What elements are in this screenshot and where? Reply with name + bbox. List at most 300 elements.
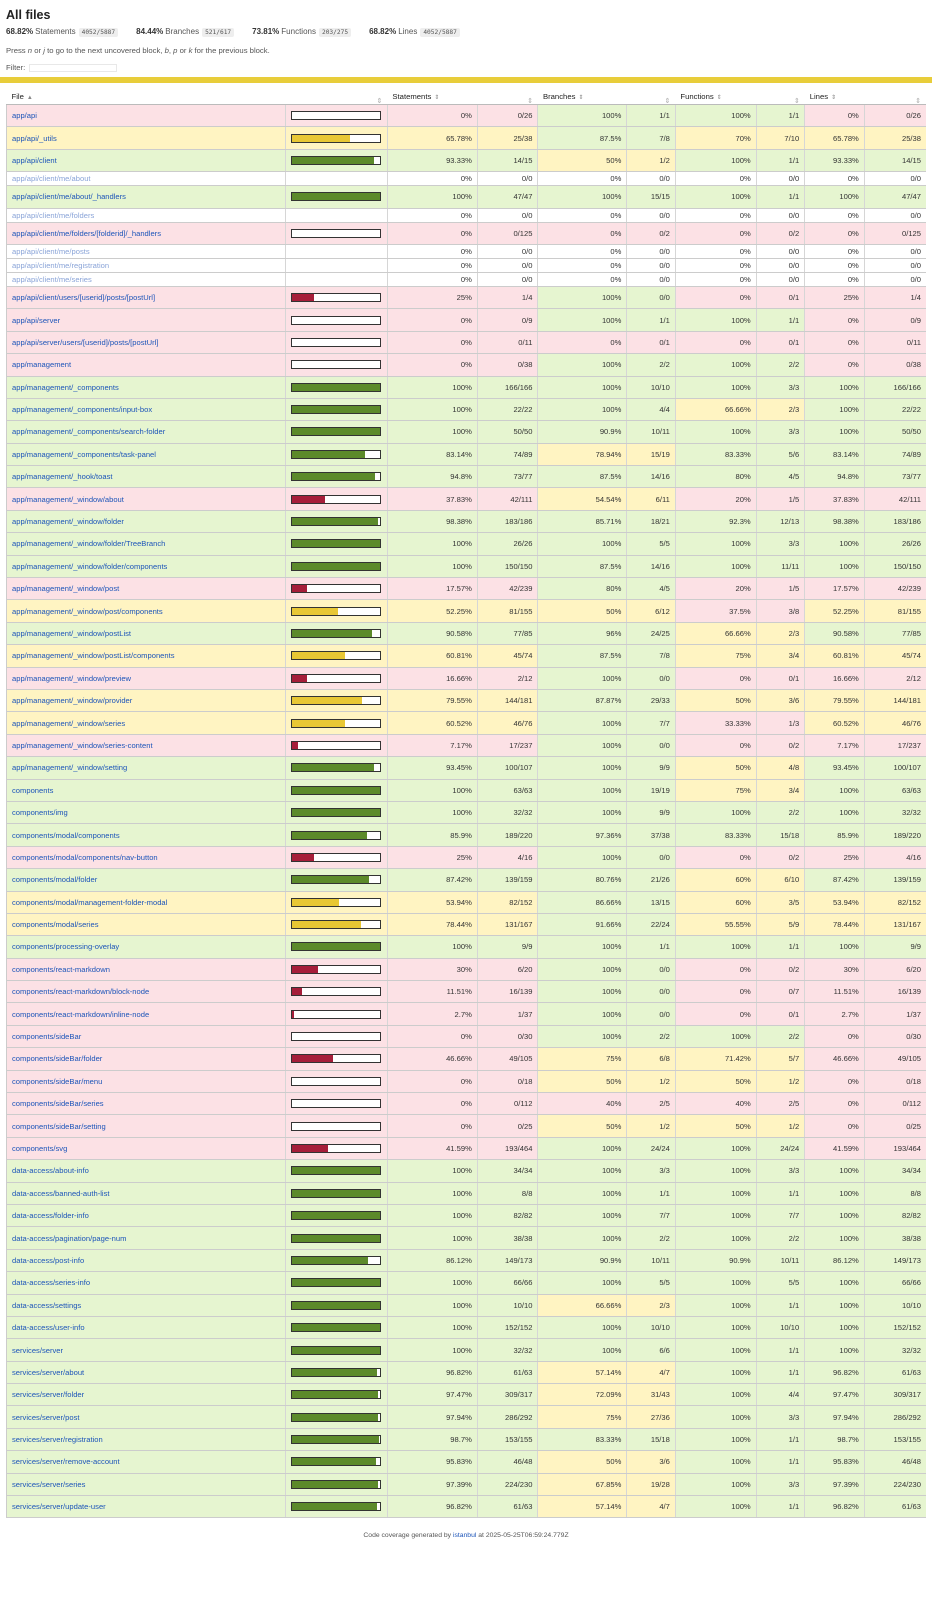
table-row (7, 891, 927, 913)
functions-pct: 100% (675, 1025, 756, 1047)
statements-pct: 65.78% (387, 127, 477, 149)
branches-pct: 100% (538, 936, 627, 958)
functions-pct: 0% (675, 208, 756, 222)
file-link[interactable]: app/management/_window/folder (12, 517, 124, 527)
branches-pct: 50% (538, 149, 627, 171)
statements-frac: 189/220 (477, 824, 538, 846)
functions-frac: 5/5 (756, 1272, 805, 1294)
functions-frac: 5/9 (756, 913, 805, 935)
file-link[interactable]: app/api (12, 111, 37, 121)
functions-frac: 0/0 (756, 208, 805, 222)
sort-lines-header[interactable] (805, 89, 865, 105)
lines-pct: 100% (805, 936, 865, 958)
coverage-bar-fill (292, 135, 350, 142)
statements-pct: 41.59% (387, 1137, 477, 1159)
functions-frac: 0/0 (756, 272, 805, 286)
functions-pct: 100% (675, 801, 756, 823)
file-link[interactable]: app/api/client/me/posts (12, 246, 90, 256)
footer-text: Code coverage generated by (363, 1532, 452, 1540)
coverage-bar-fill (292, 451, 365, 458)
sort-lines-raw-header[interactable] (864, 89, 926, 105)
coverage-bar (291, 1122, 381, 1131)
coverage-bar-fill (292, 720, 345, 727)
statements-pct: 100% (387, 1227, 477, 1249)
statements-pct: 0% (387, 331, 477, 353)
file-link[interactable]: components/modal/folder (12, 875, 98, 885)
help-key-b: b (164, 46, 169, 55)
sort-branches-header[interactable] (538, 89, 627, 105)
file-link[interactable]: app/api/client/me/folders/[folderid]/_handlers (12, 228, 162, 238)
statements-frac: 100/107 (477, 757, 538, 779)
file-link[interactable]: data-access/pagination/page-num (12, 1233, 127, 1243)
sort-statements-raw-header[interactable] (477, 89, 538, 105)
file-link[interactable]: app/management/_window/about (12, 494, 124, 504)
functions-pct: 20% (675, 578, 756, 600)
file-cell (7, 1406, 286, 1428)
branches-frac: 6/6 (627, 1339, 676, 1361)
file-link[interactable]: app/management/_window/folder/TreeBranch (12, 539, 166, 549)
statements-frac: 0/9 (477, 309, 538, 331)
functions-frac: 2/3 (756, 622, 805, 644)
branches-pct: 57.14% (538, 1361, 627, 1383)
summary-label: Lines (398, 27, 418, 36)
file-link[interactable]: data-access/settings (12, 1300, 82, 1310)
file-link[interactable]: app/management/_window/folder/components (12, 561, 168, 571)
lines-pct: 100% (805, 1182, 865, 1204)
file-link[interactable]: app/management/_window/post (12, 584, 120, 594)
page-title: All files (6, 8, 51, 22)
functions-frac: 7/10 (756, 127, 805, 149)
summary-item (252, 27, 351, 36)
file-link[interactable]: app/api/server/users/[userid]/posts/[postUrl] (12, 337, 159, 347)
lines-frac: 61/63 (864, 1361, 926, 1383)
file-cell (7, 398, 286, 420)
branches-pct: 100% (538, 712, 627, 734)
functions-frac: 0/2 (756, 734, 805, 756)
branches-pct: 85.71% (538, 510, 627, 532)
functions-pct: 0% (675, 667, 756, 689)
lines-pct: 96.82% (805, 1361, 865, 1383)
file-link[interactable]: services/server/update-user (12, 1502, 106, 1512)
coverage-bar-fill (292, 1279, 380, 1286)
table-row (7, 1137, 927, 1159)
sort-functions-header[interactable] (675, 89, 756, 105)
functions-pct: 100% (675, 1160, 756, 1182)
istanbul-link[interactable]: istanbul (452, 1532, 477, 1540)
file-link[interactable]: app/api/client/me/about/_handlers (12, 192, 126, 202)
statements-pct: 100% (387, 1272, 477, 1294)
file-cell (7, 801, 286, 823)
coverage-bar-fill (292, 1167, 380, 1174)
file-link[interactable]: components/sideBar/series (12, 1099, 104, 1109)
table-row (7, 421, 927, 443)
statements-pct: 0% (387, 272, 477, 286)
file-link[interactable]: components/img (12, 808, 68, 818)
statements-pct: 98.38% (387, 510, 477, 532)
lines-frac: 6/20 (864, 958, 926, 980)
lines-pct: 25% (805, 846, 865, 868)
file-link[interactable]: components/processing-overlay (12, 942, 120, 952)
filter-input[interactable] (29, 64, 117, 72)
file-link[interactable]: components/react-markdown/inline-node (12, 1009, 150, 1019)
statements-frac: 74/89 (477, 443, 538, 465)
file-link[interactable]: app/management/_window/post/components (12, 606, 163, 616)
coverage-bar (291, 741, 381, 750)
functions-pct: 0% (675, 272, 756, 286)
file-link[interactable]: app/api/client/me/about (12, 174, 91, 184)
summary-item (369, 27, 460, 36)
lines-pct: 11.51% (805, 981, 865, 1003)
file-cell (7, 105, 286, 127)
lines-frac: 63/63 (864, 779, 926, 801)
coverage-bar-cell (285, 1093, 387, 1115)
statements-pct: 94.8% (387, 466, 477, 488)
statements-frac: 73/77 (477, 466, 538, 488)
functions-frac: 0/2 (756, 222, 805, 244)
status-line (0, 77, 932, 83)
statements-frac: 14/15 (477, 149, 538, 171)
coverage-bar-cell (285, 354, 387, 376)
lines-frac: 150/150 (864, 555, 926, 577)
summary-frac: 4052/5887 (79, 28, 119, 37)
statements-pct: 100% (387, 398, 477, 420)
statements-pct: 83.14% (387, 443, 477, 465)
file-link[interactable]: app/management/_window/postList (12, 629, 132, 638)
branches-frac: 1/1 (627, 936, 676, 958)
file-link[interactable]: components/svg (12, 1143, 68, 1153)
statements-pct: 0% (387, 1025, 477, 1047)
sort-asc-icon: ▲ (26, 95, 33, 101)
statements-pct: 98.7% (387, 1428, 477, 1450)
file-link[interactable]: services/server/series (12, 1479, 86, 1489)
table-row (7, 1025, 927, 1047)
lines-pct: 0% (805, 1025, 865, 1047)
lines-pct: 96.82% (805, 1496, 865, 1518)
functions-pct: 0% (675, 846, 756, 868)
branches-frac: 22/24 (627, 913, 676, 935)
file-cell (7, 1003, 286, 1025)
file-cell (7, 555, 286, 577)
file-cell (7, 667, 286, 689)
branches-frac: 0/0 (627, 244, 676, 258)
table-row (7, 149, 927, 171)
functions-pct: 80% (675, 466, 756, 488)
table-row (7, 222, 927, 244)
file-cell (7, 186, 286, 208)
summary-label: Statements (35, 27, 76, 36)
coverage-bar-cell (285, 533, 387, 555)
branches-pct: 78.94% (538, 443, 627, 465)
file-link[interactable]: components/sideBar (12, 1032, 82, 1042)
functions-pct: 100% (675, 1272, 756, 1294)
functions-frac: 1/1 (756, 1428, 805, 1450)
file-link[interactable]: services/server/folder (12, 1390, 85, 1400)
statements-frac: 49/105 (477, 1048, 538, 1070)
table-row (7, 779, 927, 801)
lines-pct: 0% (805, 354, 865, 376)
branches-pct: 50% (538, 1115, 627, 1137)
functions-pct: 100% (675, 1451, 756, 1473)
table-row (7, 981, 927, 1003)
sort-functions-raw-header[interactable] (756, 89, 805, 105)
statements-pct: 52.25% (387, 600, 477, 622)
file-cell (7, 712, 286, 734)
branches-frac: 21/26 (627, 869, 676, 891)
file-cell (7, 1451, 286, 1473)
functions-frac: 0/1 (756, 331, 805, 353)
file-link[interactable]: services/server/registration (12, 1435, 103, 1445)
file-link[interactable]: app/api/_utils (12, 133, 57, 143)
lines-pct: 79.55% (805, 689, 865, 711)
lines-pct: 17.57% (805, 578, 865, 600)
file-link[interactable]: components/modal/components/nav-button (12, 852, 158, 862)
lines-pct: 100% (805, 1160, 865, 1182)
file-link[interactable]: components/react-markdown/block-node (12, 987, 150, 997)
file-cell (7, 244, 286, 258)
table-row (7, 258, 927, 272)
coverage-bar-fill (292, 540, 380, 547)
header-label: File (11, 92, 24, 101)
statements-pct: 93.33% (387, 149, 477, 171)
lines-pct: 0% (805, 222, 865, 244)
branches-pct: 80.76% (538, 869, 627, 891)
coverage-bar (291, 987, 381, 996)
file-cell (7, 1070, 286, 1092)
file-link[interactable]: components/modal/management-folder-modal (12, 897, 168, 907)
functions-pct: 0% (675, 1003, 756, 1025)
file-link[interactable]: app/management/_window/setting (12, 763, 128, 773)
coverage-bar-cell (285, 331, 387, 353)
coverage-bar (291, 405, 381, 414)
file-link[interactable]: components/modal/series (12, 920, 99, 930)
sort-icon: ⇕ (831, 95, 837, 101)
file-link[interactable]: services/server (12, 1345, 64, 1355)
coverage-bar-cell (285, 1384, 387, 1406)
branches-pct: 87.87% (538, 689, 627, 711)
file-link[interactable]: services/server/post (12, 1412, 80, 1422)
branches-frac: 19/28 (627, 1473, 676, 1495)
lines-frac: 131/167 (864, 913, 926, 935)
lines-frac: 66/66 (864, 1272, 926, 1294)
branches-frac: 9/9 (627, 801, 676, 823)
file-link[interactable]: components/react-markdown (12, 964, 110, 974)
functions-frac: 3/3 (756, 1473, 805, 1495)
functions-pct: 100% (675, 186, 756, 208)
file-link[interactable]: app/api/client/users/[userid]/posts/[postUrl] (12, 293, 156, 303)
functions-pct: 100% (675, 105, 756, 127)
coverage-bar-cell (285, 1294, 387, 1316)
file-cell (7, 1025, 286, 1047)
lines-pct: 65.78% (805, 127, 865, 149)
sort-branches-raw-header[interactable] (627, 89, 676, 105)
sort-statements-header[interactable] (387, 89, 477, 105)
lines-pct: 100% (805, 398, 865, 420)
functions-pct: 66.66% (675, 398, 756, 420)
branches-frac: 0/2 (627, 222, 676, 244)
file-link[interactable]: app/management/_window/series (12, 718, 126, 728)
file-link[interactable]: app/management/_components/input-box (12, 405, 153, 415)
functions-frac: 3/3 (756, 1160, 805, 1182)
functions-pct: 83.33% (675, 824, 756, 846)
lines-frac: 100/107 (864, 757, 926, 779)
coverage-bar-fill (292, 787, 380, 794)
coverage-bar (291, 229, 381, 238)
file-cell (7, 734, 286, 756)
lines-pct: 0% (805, 172, 865, 186)
coverage-bar-fill (292, 943, 380, 950)
file-link[interactable]: app/management/_window/provider (12, 696, 133, 706)
statements-pct: 25% (387, 286, 477, 308)
coverage-bar (291, 1480, 381, 1489)
coverage-bar-cell (285, 1182, 387, 1204)
statements-pct: 85.9% (387, 824, 477, 846)
lines-pct: 100% (805, 779, 865, 801)
file-link[interactable]: components/sideBar/menu (12, 1076, 103, 1086)
table-row (7, 600, 927, 622)
statements-pct: 2.7% (387, 1003, 477, 1025)
coverage-bar-cell (285, 105, 387, 127)
file-link[interactable]: data-access/post-info (12, 1255, 85, 1265)
file-link[interactable]: app/management/_window/postList/components (12, 651, 175, 661)
file-link[interactable]: app/management/_components (12, 382, 119, 392)
file-link[interactable]: app/management/_components/task-panel (12, 449, 156, 459)
coverage-bar-cell (285, 208, 387, 222)
file-link[interactable]: data-access/user-info (12, 1323, 85, 1333)
file-cell (7, 645, 286, 667)
lines-pct: 100% (805, 1294, 865, 1316)
coverage-bar-cell (285, 555, 387, 577)
lines-pct: 100% (805, 1316, 865, 1338)
coverage-bar-fill (292, 1190, 380, 1197)
lines-frac: 0/0 (864, 258, 926, 272)
lines-frac: 47/47 (864, 186, 926, 208)
lines-pct: 0% (805, 258, 865, 272)
functions-pct: 20% (675, 488, 756, 510)
file-link[interactable]: data-access/banned-auth-list (12, 1188, 110, 1198)
branches-frac: 10/10 (627, 1316, 676, 1338)
lines-pct: 2.7% (805, 1003, 865, 1025)
file-link[interactable]: data-access/about-info (12, 1166, 89, 1176)
statements-pct: 100% (387, 555, 477, 577)
file-link[interactable]: app/api/client (12, 155, 57, 165)
keyboard-help (6, 46, 926, 55)
lines-frac: 38/38 (864, 1227, 926, 1249)
file-link[interactable]: app/management (12, 360, 72, 370)
file-link[interactable]: app/api/client/me/folders (12, 210, 95, 220)
statements-frac: 25/38 (477, 127, 538, 149)
file-link[interactable]: app/api/client/me/series (12, 274, 92, 284)
statements-pct: 0% (387, 172, 477, 186)
statements-frac: 1/4 (477, 286, 538, 308)
coverage-bar-fill (292, 1324, 380, 1331)
table-row (7, 1361, 927, 1383)
file-link[interactable]: services/server/remove-account (12, 1457, 120, 1467)
lines-pct: 0% (805, 244, 865, 258)
lines-frac: 32/32 (864, 1339, 926, 1361)
file-link[interactable]: components (12, 785, 54, 795)
file-link[interactable]: app/api/server (12, 315, 61, 325)
file-link[interactable]: data-access/folder-info (12, 1211, 89, 1221)
table-row (7, 1093, 927, 1115)
coverage-bar-fill (292, 809, 380, 816)
sort-file-header[interactable] (7, 89, 286, 105)
statements-frac: 0/38 (477, 354, 538, 376)
file-cell (7, 1339, 286, 1361)
coverage-bar-cell (285, 309, 387, 331)
functions-pct: 50% (675, 689, 756, 711)
file-link[interactable]: components/sideBar/folder (12, 1054, 103, 1064)
coverage-bar-cell (285, 1451, 387, 1473)
file-link[interactable]: app/management/_components/search-folder (12, 427, 166, 437)
file-cell (7, 600, 286, 622)
coverage-bar (291, 808, 381, 817)
functions-pct: 0% (675, 172, 756, 186)
table-row (7, 244, 927, 258)
file-link[interactable]: components/sideBar/setting (12, 1121, 106, 1131)
file-link[interactable]: services/server/about (12, 1367, 85, 1377)
branches-frac: 0/0 (627, 172, 676, 186)
lines-pct: 46.66% (805, 1048, 865, 1070)
coverage-bar (291, 316, 381, 325)
branches-pct: 100% (538, 105, 627, 127)
statements-frac: 61/63 (477, 1496, 538, 1518)
file-cell (7, 913, 286, 935)
file-link[interactable]: app/management/_hook/toast (12, 472, 113, 482)
lines-frac: 0/0 (864, 244, 926, 258)
file-link[interactable]: app/management/_window/series-content (12, 740, 153, 750)
file-link[interactable]: data-access/series-info (12, 1278, 91, 1288)
lines-pct: 100% (805, 1272, 865, 1294)
statements-frac: 0/0 (477, 172, 538, 186)
statements-pct: 93.45% (387, 757, 477, 779)
lines-frac: 183/186 (864, 510, 926, 532)
branches-frac: 7/8 (627, 645, 676, 667)
file-cell (7, 869, 286, 891)
statements-frac: 0/0 (477, 258, 538, 272)
branches-pct: 100% (538, 1003, 627, 1025)
functions-frac: 2/2 (756, 801, 805, 823)
branches-pct: 87.5% (538, 555, 627, 577)
lines-pct: 0% (805, 1093, 865, 1115)
table-row (7, 757, 927, 779)
statements-frac: 45/74 (477, 645, 538, 667)
sort-file-bar-header[interactable] (285, 89, 387, 105)
coverage-bar-fill (292, 1302, 380, 1309)
statements-frac: 139/159 (477, 869, 538, 891)
lines-pct: 41.59% (805, 1137, 865, 1159)
file-link[interactable]: components/modal/components (12, 830, 120, 840)
branches-pct: 100% (538, 533, 627, 555)
functions-frac: 10/11 (756, 1249, 805, 1271)
file-link[interactable]: app/management/_window/preview (12, 673, 132, 683)
functions-frac: 1/1 (756, 936, 805, 958)
functions-pct: 70% (675, 127, 756, 149)
lines-frac: 46/76 (864, 712, 926, 734)
functions-frac: 3/3 (756, 533, 805, 555)
table-row (7, 936, 927, 958)
file-cell (7, 936, 286, 958)
lines-frac: 139/159 (864, 869, 926, 891)
functions-pct: 92.3% (675, 510, 756, 532)
coverage-bar (291, 898, 381, 907)
report-header (0, 0, 932, 72)
file-link[interactable]: app/api/client/me/registration (12, 260, 110, 270)
coverage-bar-cell (285, 488, 387, 510)
branches-frac: 0/0 (627, 667, 676, 689)
coverage-bar-fill (292, 1011, 294, 1018)
functions-pct: 100% (675, 354, 756, 376)
lines-pct: 100% (805, 801, 865, 823)
